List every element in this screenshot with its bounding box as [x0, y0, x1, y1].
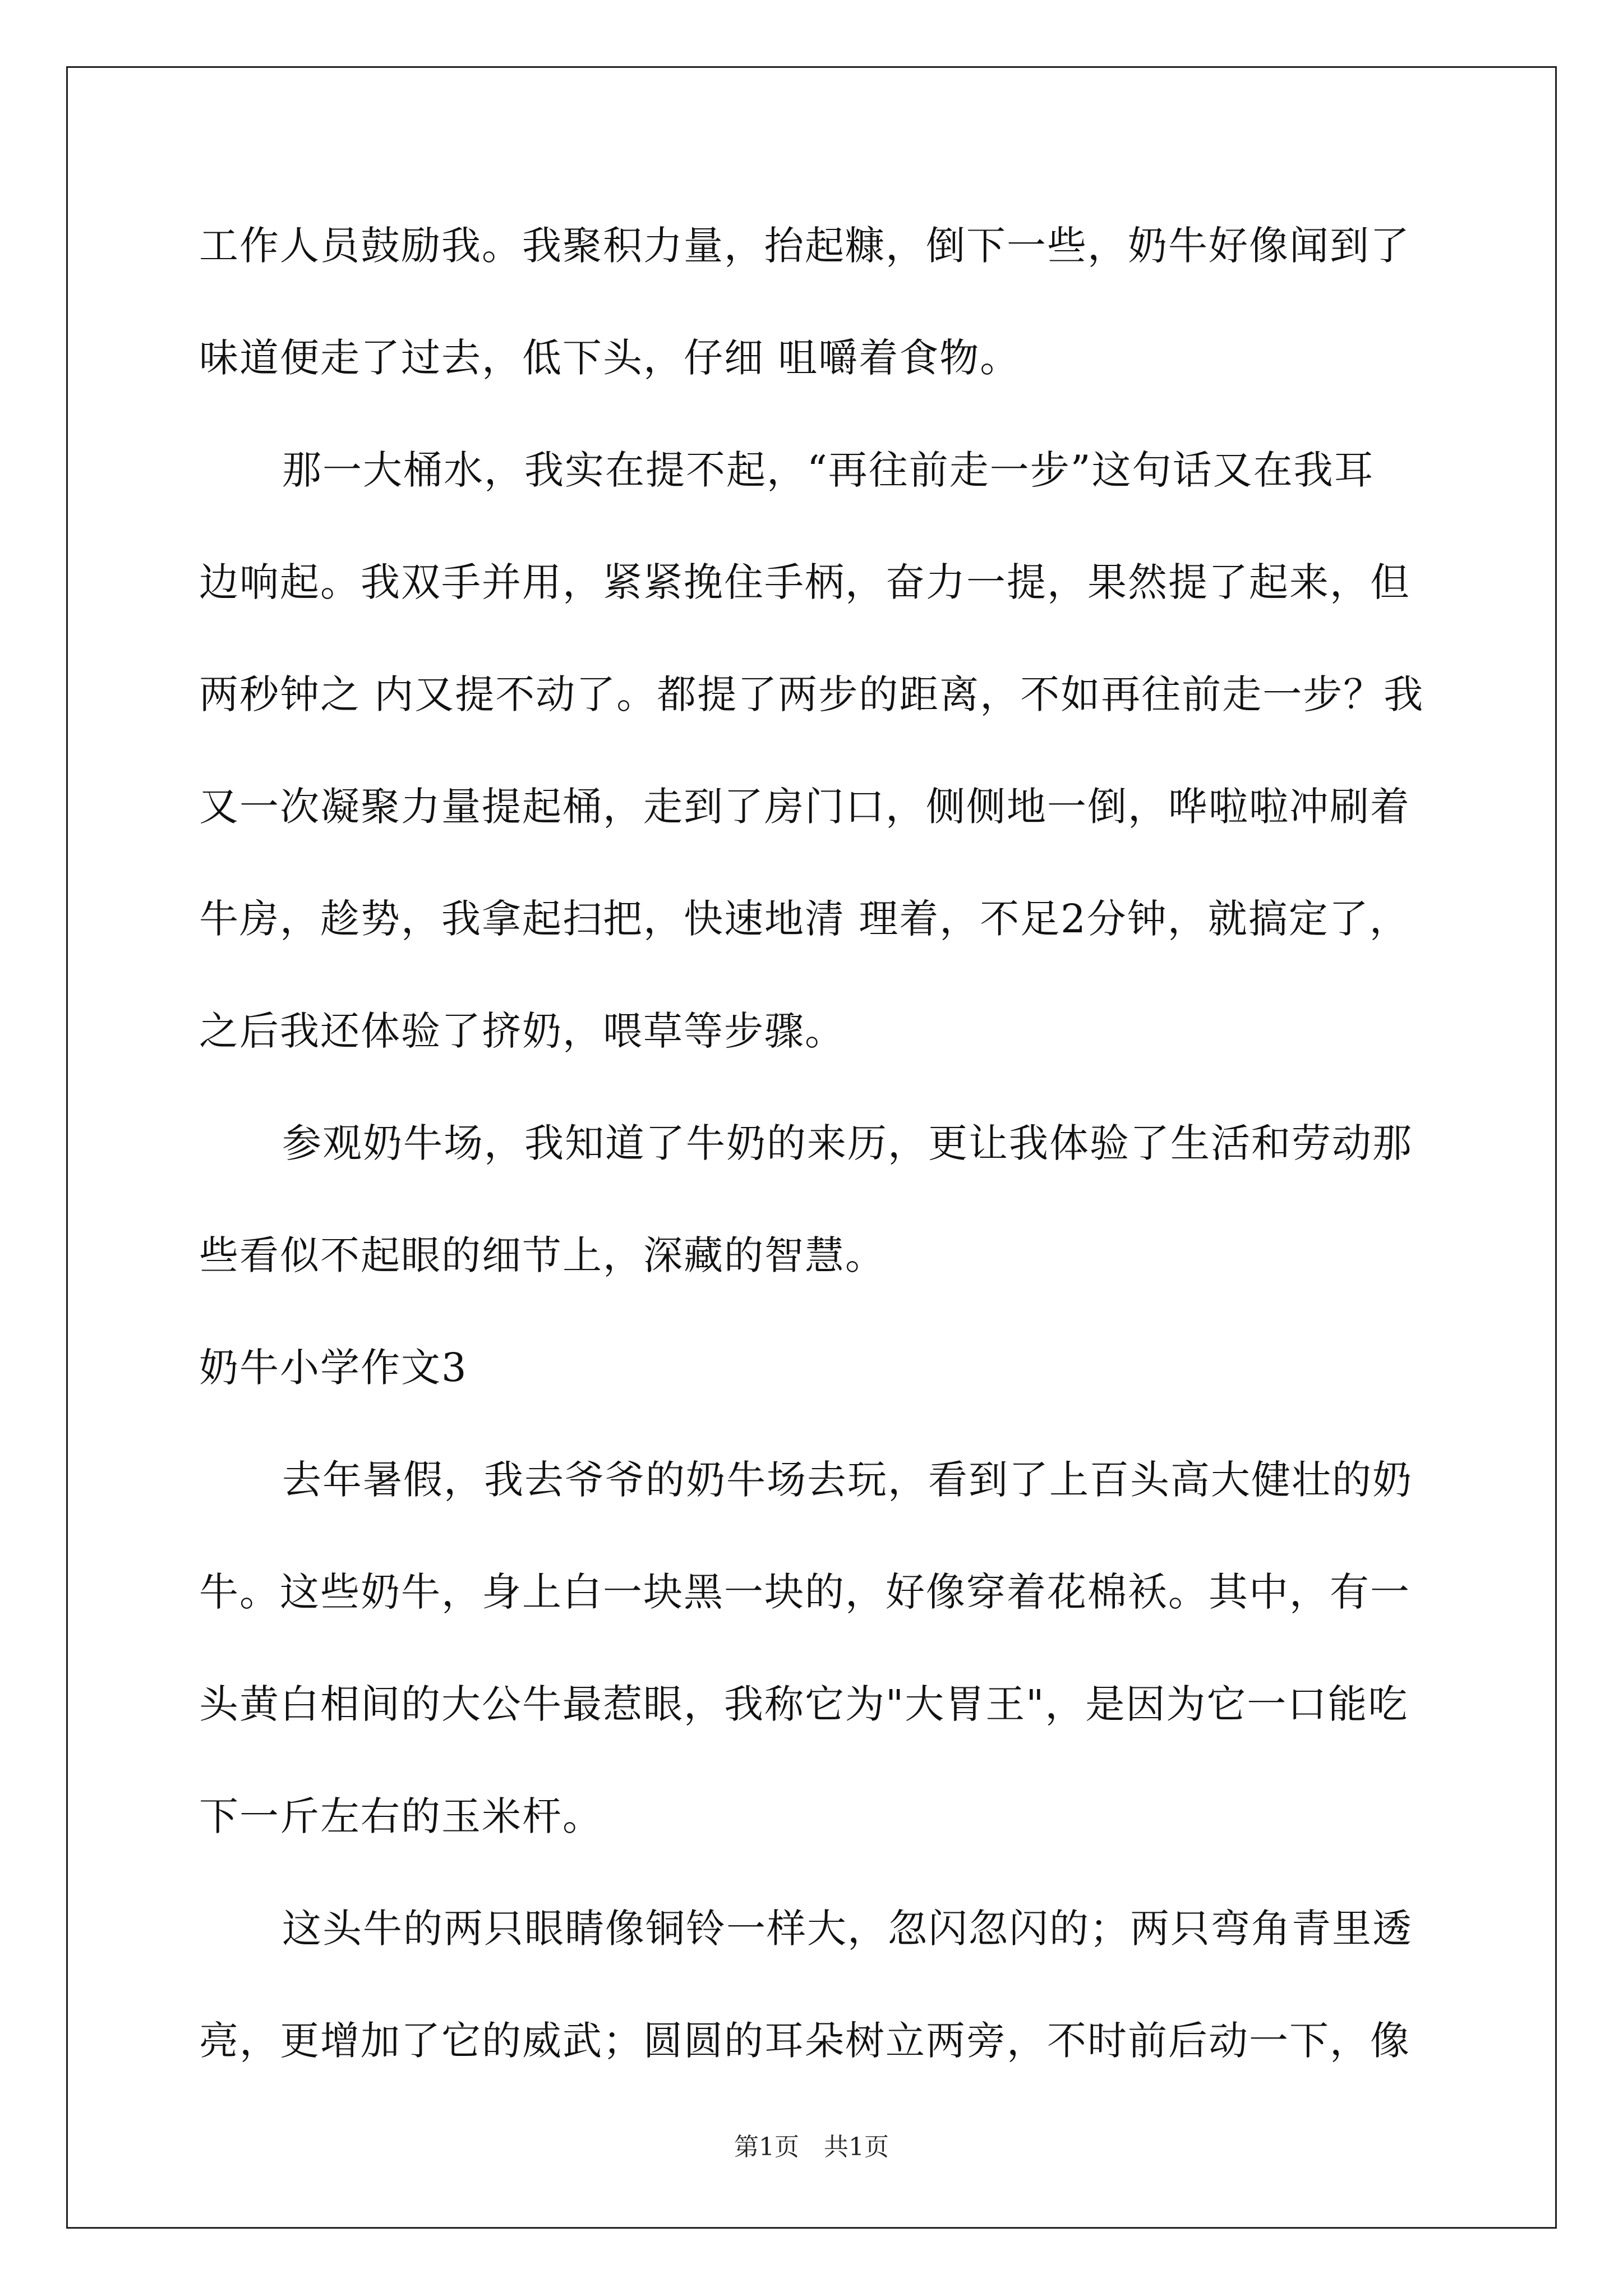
text-line: 牛房，趁势，我拿起扫把，快速地清 理着，不足2分钟，就搞定了，	[199, 896, 1410, 942]
paragraph-start-line: 去年暑假，我去爷爷的奶牛场去玩，看到了上百头高大健壮的奶	[282, 1457, 1413, 1503]
text-line: 头黄白相间的大公牛最惹眼，我称它为"大胃王"，是因为它一口能吃	[199, 1681, 1409, 1727]
text-line: 下一斤左右的玉米杆。	[199, 1793, 603, 1839]
text-line: 工作人员鼓励我。我聚积力量，抬起糠，倒下一些，奶牛好像闻到了	[199, 223, 1410, 269]
paragraph-start-line: 那一大桶水，我实在提不起，“再往前走一步”这句话又在我耳	[282, 447, 1375, 493]
paragraph-start-line: 参观奶牛场，我知道了牛奶的来历，更让我体验了生活和劳动那	[282, 1120, 1413, 1166]
section-heading: 奶牛小学作文3	[199, 1345, 468, 1391]
paragraph-start-line: 这头牛的两只眼睛像铜铃一样大，忽闪忽闪的；两只弯角青里透	[282, 1906, 1413, 1952]
text-line: 味道便走了过去，低下头，仔细 咀嚼着食物。	[199, 335, 1021, 381]
page-footer: 第1页 共1页	[734, 2133, 889, 2161]
text-line: 又一次凝聚力量提起桶，走到了房门口，侧侧地一倒，哗啦啦冲刷着	[199, 784, 1410, 830]
text-line: 牛。这些奶牛，身上白一块黑一块的，好像穿着花棉袄。其中，有一	[199, 1569, 1410, 1615]
text-line: 两秒钟之 内又提不动了。都提了两步的距离，不如再往前走一步？我	[199, 671, 1424, 717]
text-line: 亮，更增加了它的威武；圆圆的耳朵树立两旁，不时前后动一下，像	[199, 2018, 1410, 2064]
text-line: 些看似不起眼的细节上，深藏的智慧。	[199, 1232, 886, 1278]
text-line: 边响起。我双手并用，紧紧挽住手柄，奋力一提，果然提了起来，但	[199, 559, 1410, 605]
text-line: 之后我还体验了挤奶，喂草等步骤。	[199, 1008, 845, 1054]
